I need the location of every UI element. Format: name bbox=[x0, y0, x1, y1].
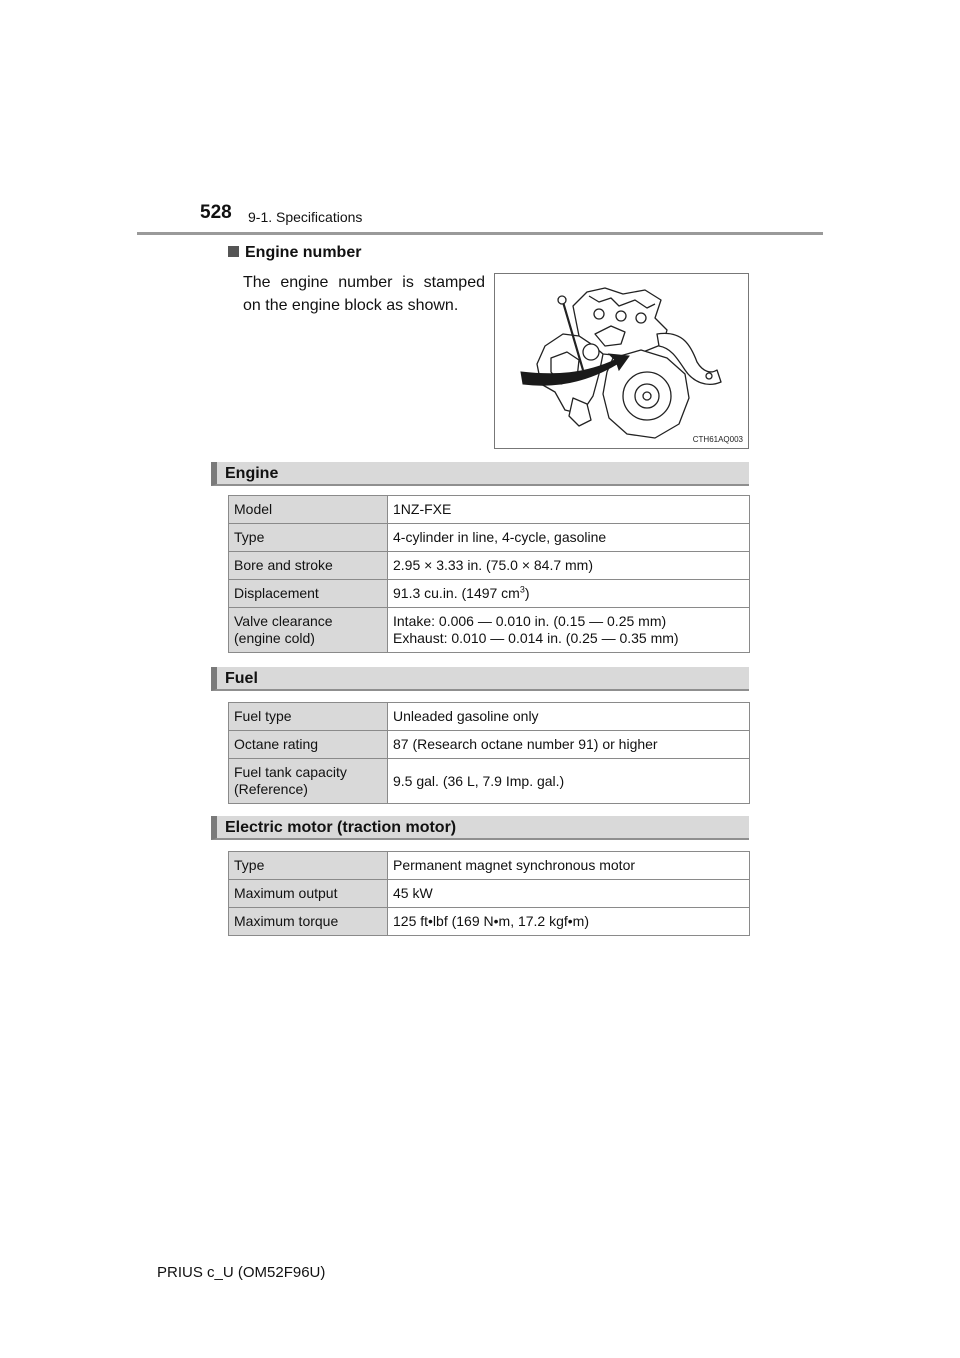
section-title: Fuel bbox=[225, 670, 258, 687]
footer-model-code: PRIUS c_U (OM52F96U) bbox=[157, 1264, 326, 1281]
spec-value: 125 ft•lbf (169 N•m, 17.2 kgf•m) bbox=[388, 908, 750, 936]
table-row bbox=[229, 759, 750, 804]
table-row bbox=[229, 908, 750, 936]
spec-label: Maximum torque bbox=[229, 908, 388, 936]
spec-value: 1NZ-FXE bbox=[388, 496, 750, 524]
engine-number-heading-text: Engine number bbox=[245, 244, 362, 261]
electric-motor-spec-table bbox=[228, 851, 750, 936]
engine-number-text: The engine number is stamped on the engine block as shown. bbox=[243, 274, 485, 314]
table-row bbox=[229, 524, 750, 552]
spec-value: 9.5 gal. (36 L, 7.9 Imp. gal.) bbox=[388, 759, 750, 804]
table-row bbox=[229, 608, 750, 653]
section-header-engine bbox=[211, 462, 749, 486]
section-title: Engine bbox=[225, 465, 279, 482]
engine-illustration bbox=[495, 274, 748, 448]
table-row bbox=[229, 880, 750, 908]
section-header-fuel bbox=[211, 667, 749, 691]
engine-figure bbox=[494, 273, 749, 449]
spec-label: Valve clearance (engine cold) bbox=[229, 608, 388, 653]
spec-value: Permanent magnet synchronous motor bbox=[388, 852, 750, 880]
spec-value: Unleaded gasoline only bbox=[388, 703, 750, 731]
section-title: Electric motor (traction motor) bbox=[225, 819, 457, 836]
spec-label: Model bbox=[229, 496, 388, 524]
table-row bbox=[229, 496, 750, 524]
superscript: 3 bbox=[519, 584, 525, 595]
spec-value-tail: ) bbox=[524, 585, 530, 601]
engine-spec-table bbox=[228, 495, 750, 653]
spec-label: Fuel tank capacity (Reference) bbox=[229, 759, 388, 804]
header-rule bbox=[137, 232, 823, 235]
fuel-spec-table bbox=[228, 702, 750, 804]
spec-label: Type bbox=[229, 852, 388, 880]
table-row bbox=[229, 852, 750, 880]
spec-value: 87 (Research octane number 91) or higher bbox=[388, 731, 750, 759]
figure-code: CTH61AQ003 bbox=[692, 435, 743, 444]
table-row bbox=[229, 552, 750, 580]
spec-label: Type bbox=[229, 524, 388, 552]
spec-label: Fuel type bbox=[229, 703, 388, 731]
spec-value-main: 91.3 cu.in. (1497 cm bbox=[393, 585, 520, 601]
page-number: 528 bbox=[200, 202, 232, 223]
spec-value bbox=[388, 580, 750, 608]
engine-number-heading bbox=[228, 244, 361, 262]
spec-value: Intake: 0.006 — 0.010 in. (0.15 — 0.25 mm) Exhaust: 0.010 — 0.014 in. (0.25 — 0.35 mm) bbox=[388, 608, 750, 653]
section-header-electric-motor bbox=[211, 816, 749, 840]
table-row bbox=[229, 703, 750, 731]
spec-value: 45 kW bbox=[388, 880, 750, 908]
table-row bbox=[229, 580, 750, 608]
spec-label: Displacement bbox=[229, 580, 388, 608]
spec-label: Maximum output bbox=[229, 880, 388, 908]
spec-value: 4-cylinder in line, 4-cycle, gasoline bbox=[388, 524, 750, 552]
section-breadcrumb: 9-1. Specifications bbox=[248, 209, 363, 225]
spec-label: Octane rating bbox=[229, 731, 388, 759]
spec-value: 2.95 × 3.33 in. (75.0 × 84.7 mm) bbox=[388, 552, 750, 580]
spec-label: Bore and stroke bbox=[229, 552, 388, 580]
square-bullet-icon bbox=[228, 246, 239, 257]
table-row bbox=[229, 731, 750, 759]
